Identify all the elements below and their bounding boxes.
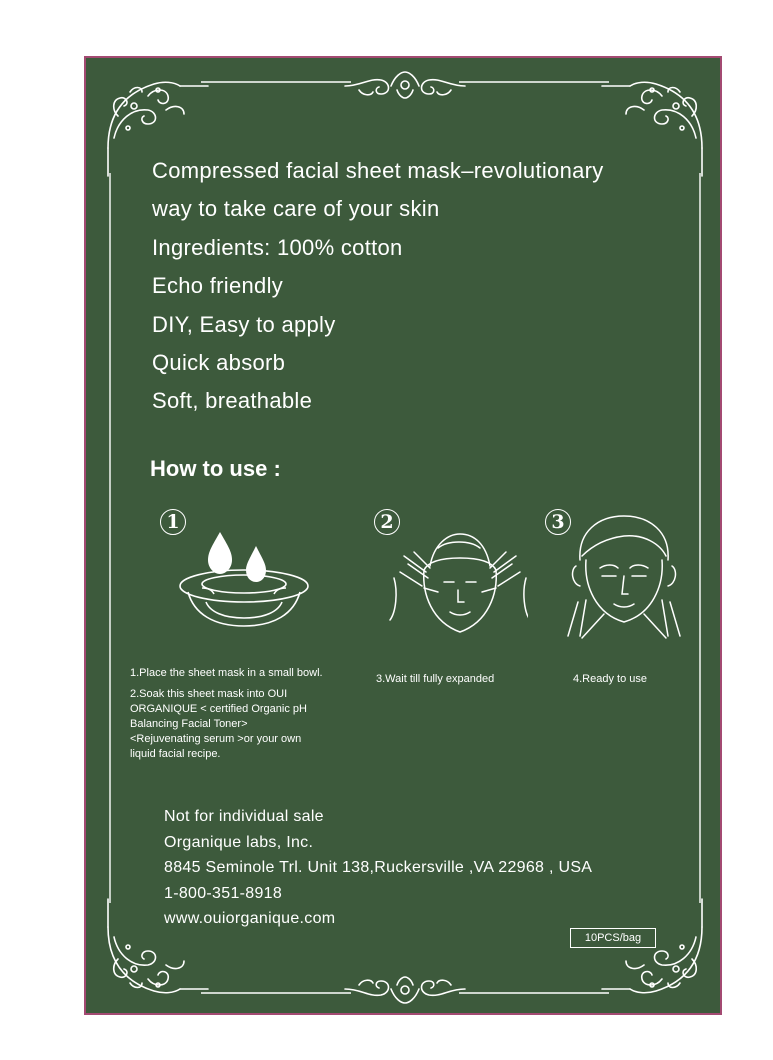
step-4-text: 4.Ready to use xyxy=(573,673,647,685)
applying-mask-icon xyxy=(388,528,528,648)
step-number-1: 1 xyxy=(160,509,186,535)
step-2-line: liquid facial recipe. xyxy=(130,748,221,760)
feature-line: Echo friendly xyxy=(152,273,284,299)
feature-line: Compressed facial sheet mask–revolutionary xyxy=(152,158,604,183)
step-3-text: 3.Wait till fully expanded xyxy=(376,673,495,685)
center-ornament-bottom xyxy=(345,977,465,1003)
feature-list xyxy=(152,152,692,421)
phone-number: 1-800-351-8918 xyxy=(164,884,283,902)
feature-line: DIY, Easy to apply xyxy=(152,311,336,337)
step-2-line: <Rejuvenating serum >or your own xyxy=(130,733,302,745)
sale-note: Not for individual sale xyxy=(164,808,324,825)
company-name: Organique labs, Inc. xyxy=(164,833,314,851)
step-number-2: 2 xyxy=(374,509,400,535)
address: 8845 Seminole Trl. Unit 138,Ruckersville ,VA 22968 , USA xyxy=(164,859,593,877)
how-to-use-heading: How to use : xyxy=(150,456,281,481)
website: www.ouiorganique.com xyxy=(164,910,336,928)
center-ornament-top xyxy=(345,72,465,98)
step-number-3: 3 xyxy=(545,509,571,535)
step-2-line: ORGANIQUE < certified Organic pH xyxy=(130,703,307,715)
step-2-line: Balancing Facial Toner> xyxy=(130,718,248,730)
bowl-with-drops-icon xyxy=(174,518,314,638)
step-2-line: 2.Soak this sheet mask into OUI xyxy=(130,688,288,700)
quantity-badge: 10PCS/bag xyxy=(570,928,656,948)
product-info-panel xyxy=(84,56,722,1015)
feature-line: Soft, breathable xyxy=(152,388,313,414)
step-1-text: 1.Place the sheet mask in a small bowl. xyxy=(130,667,323,679)
feature-line: Quick absorb xyxy=(152,349,286,375)
step-1-2-instructions xyxy=(130,666,366,762)
face-ready-icon xyxy=(564,510,684,640)
contact-info xyxy=(164,804,592,932)
feature-line: Ingredients: 100% cotton xyxy=(152,234,403,260)
feature-line: way to take care of your skin xyxy=(152,196,440,222)
